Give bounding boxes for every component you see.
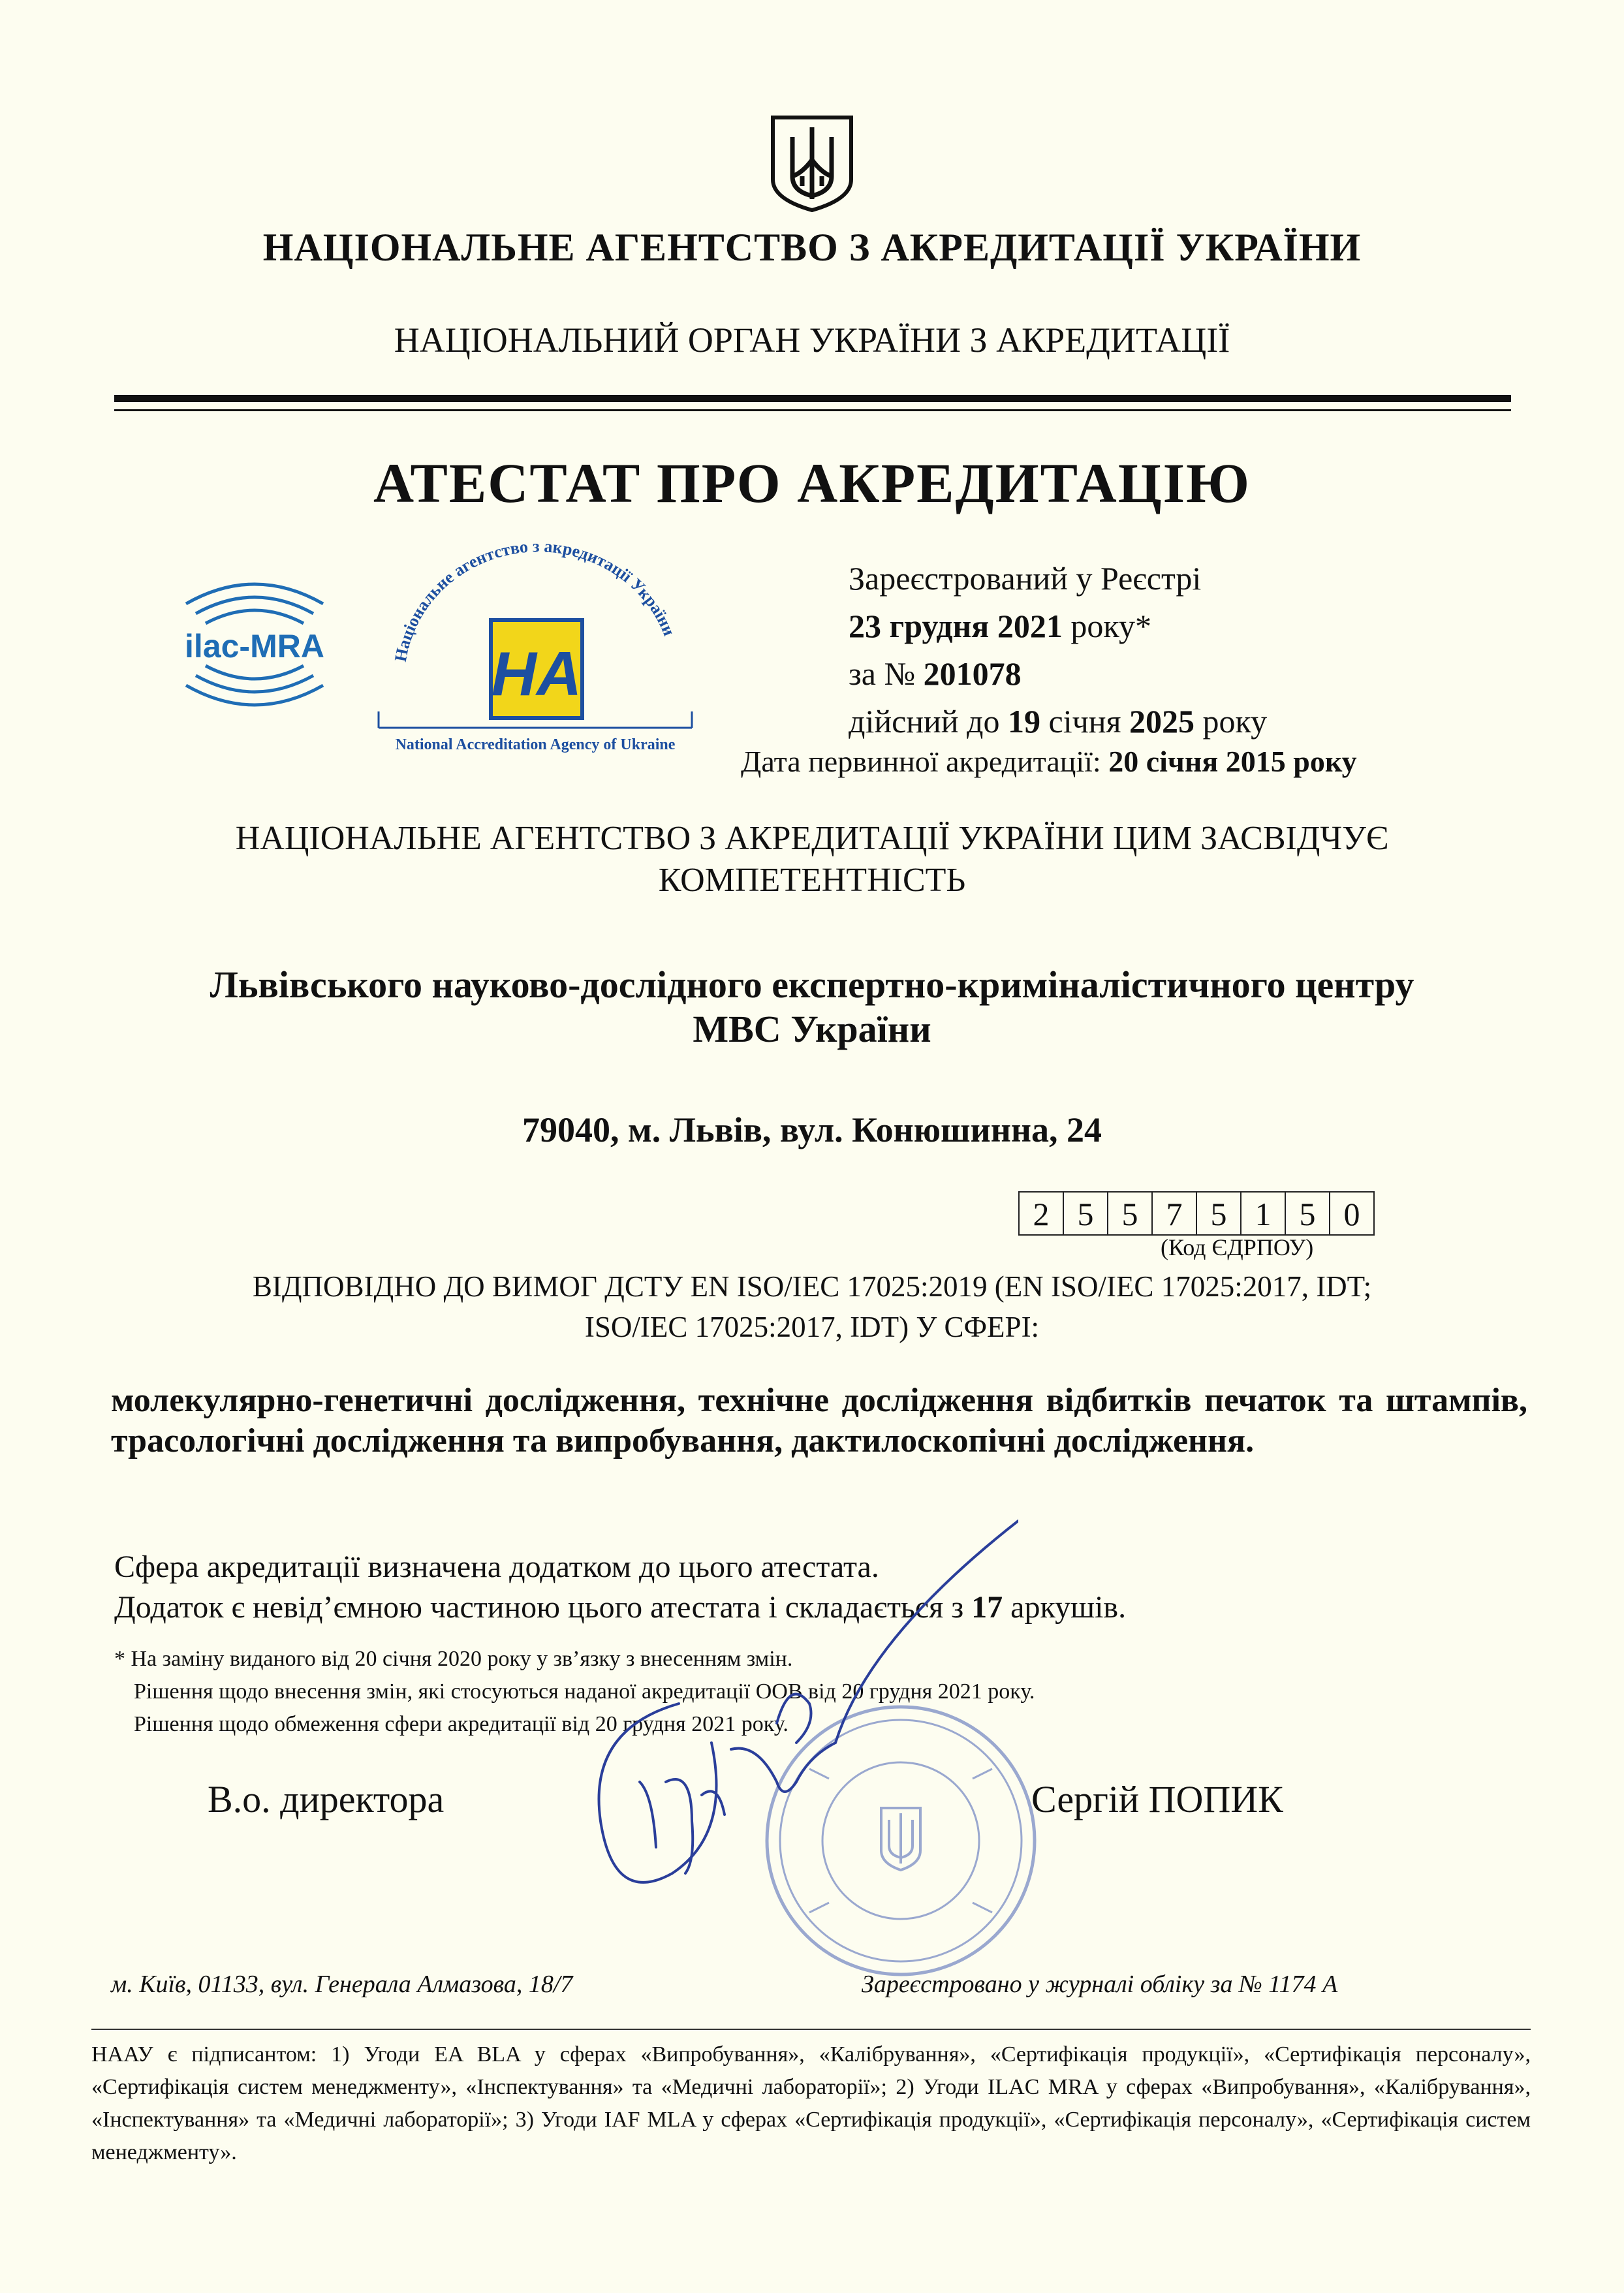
signatory-name: Сергій ПОПИК [1031,1778,1283,1820]
edrpou-code [1018,1191,1375,1236]
naau-caption: National Accreditation Agency of Ukraine [395,736,676,753]
registration-date: 23 грудня 2021 року* [849,608,1151,644]
organization-address: 79040, м. Львів, вул. Конюшинна, 24 [522,1110,1102,1149]
edrpou-digit: 7 [1153,1193,1197,1234]
naau-arc-text: Національне агентство з акредитації України [390,542,679,664]
ilac-mra-logo [160,552,349,741]
handwritten-signature [561,1508,1018,1965]
edrpou-caption: (Код ЄДРПОУ) [1161,1234,1314,1260]
registration-block [849,555,1267,745]
trident-icon [766,114,858,212]
statement: НАЦІОНАЛЬНЕ АГЕНТСТВО З АКРЕДИТАЦІЇ УКРАЇНИ ЦИМ ЗАСВІДЧУЄ КОМПЕТЕНТНІСТЬ [235,820,1389,899]
valid-until: дійсний до 19 січня 2025 року [849,703,1268,740]
ilac-text: ilac-MRA [185,628,324,664]
edrpou-digit: 5 [1197,1193,1241,1234]
journal-registration: Зареєстровано у журналі обліку за № 1174 А [862,1971,1338,1998]
edrpou-digit: 1 [1241,1193,1286,1234]
registration-number: за № 201078 [849,655,1022,692]
agency-subtitle: НАЦІОНАЛЬНИЙ ОРГАН УКРАЇНИ З АКРЕДИТАЦІЇ [394,320,1230,360]
edrpou-digit: 5 [1286,1193,1330,1234]
registration-line: Зареєстрований у Реєстрі [849,560,1202,597]
signatory-title: В.о. директора [208,1778,445,1820]
agency-title: НАЦІОНАЛЬНЕ АГЕНТСТВО З АКРЕДИТАЦІЇ УКРАЇНИ [262,226,1362,269]
edrpou-digit: 5 [1064,1193,1108,1234]
first-accreditation-date: Дата первинної акредитації: 20 січня 2015 року [741,745,1357,778]
edrpou-digit: 2 [1020,1193,1064,1234]
header-rule-thin [114,409,1511,411]
edrpou-digit: 5 [1108,1193,1153,1234]
certificate-title: АТЕСТАТ ПРО АКРЕДИТАЦІЮ [373,452,1251,514]
header-rule-thick [114,395,1511,402]
edrpou-digit: 0 [1343,1196,1360,1232]
accreditation-scope: молекулярно-генетичні дослідження, технічне дослідження відбитків печаток та штампів, трасологічні дослідження та випробування, дактилоскопічні дослідження. [111,1382,1527,1459]
agency-address: м. Київ, 01133, вул. Генерала Алмазова, 18/7 [111,1971,573,1998]
scope-note: Сфера акредитації визначена додатком до цього атестата. Додаток є невід’ємною частиною цього атестата і складається з 17 аркушів. [114,1550,1127,1625]
footer-rule [91,2029,1531,2030]
naau-logo [366,542,705,757]
organization-name: Львівського науково-дослідного експертно-криміналістичного центру МВС України [210,963,1414,1050]
naau-mark: НА [491,639,582,709]
signatory-agreements: НААУ є підписантом: 1) Угоди EA BLA у сферах «Випробування», «Калібрування», «Сертифікація продукції», «Сертифікація персоналу», «Сертифікація систем менеджменту», «Інспектування» та «Медичні лабораторії»; 2) Угоди ILAC MRA у сферах «Випробування», «Калібрування», «Інспектування» та «Медичні лабораторії»; 3) Угоди IAF MLA у сферах «Сертифікація продукції», «Сертифікація персоналу», «Сертифікація систем менеджменту». [91,2042,1531,2164]
footnotes: * На заміну виданого від 20 січня 2020 року у зв’язку з внесенням змін. Рішення щодо внесення змін, які стосуються наданої акредитації ООВ від 20 грудня 2021 року. Рішення щодо обмеження сфери акредитації від 20 грудня 2021 року. [114,1647,1035,1736]
standard-requirements: ВІДПОВІДНО ДО ВИМОГ ДСТУ EN ISO/IEC 17025:2019 (EN ISO/IEC 17025:2017, IDT; ISO/IEC 17025:2017, IDT) У СФЕРІ: [252,1270,1372,1343]
